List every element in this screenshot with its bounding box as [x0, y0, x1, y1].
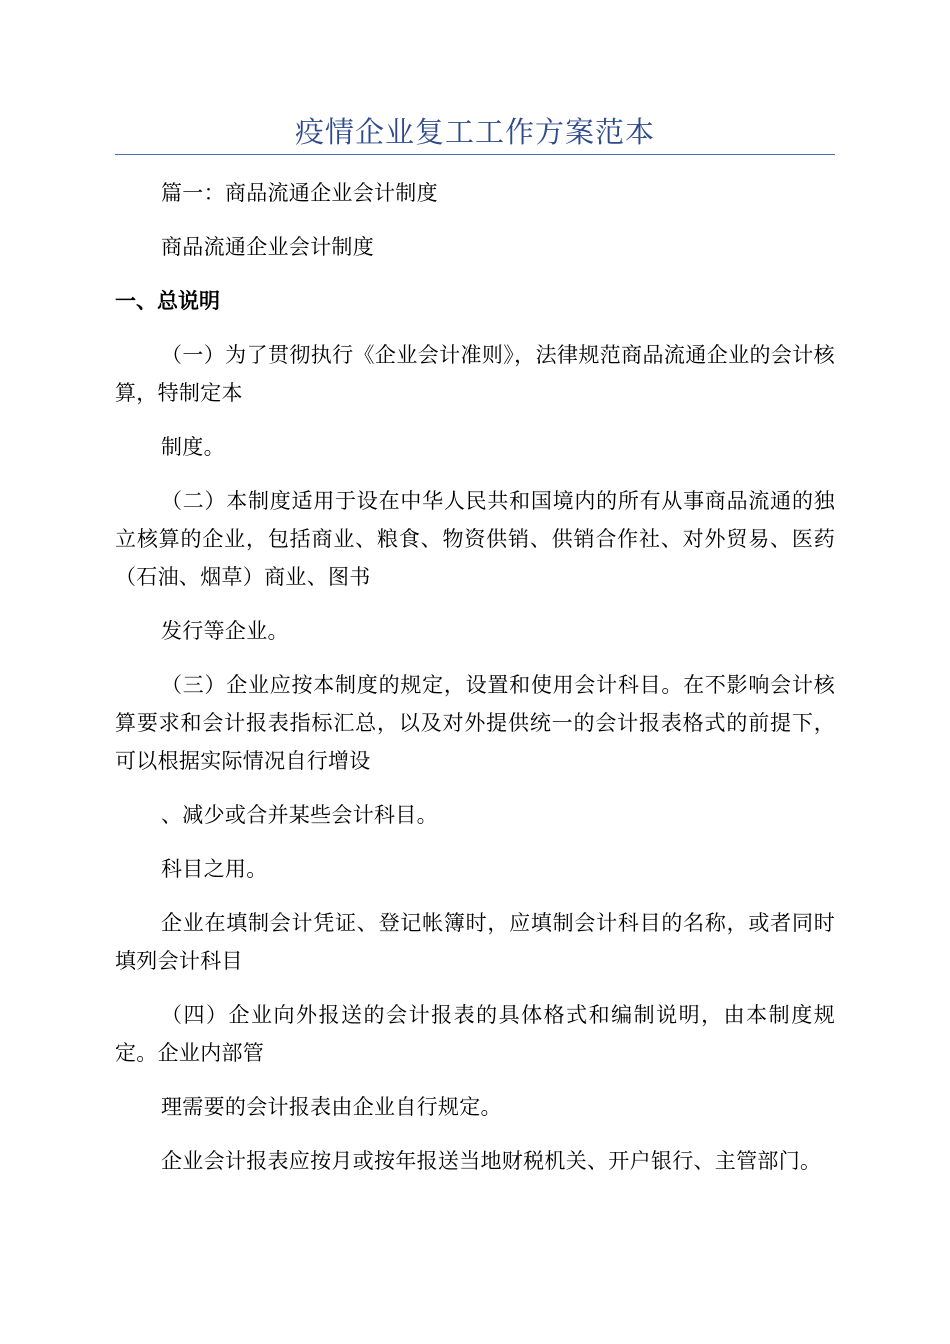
- paragraph: （一）为了贯彻执行《企业会计准则》，法律规范商品流通企业的会计核算，特制定本: [115, 343, 835, 405]
- paragraph: 篇一：商品流通企业会计制度: [161, 181, 438, 205]
- document-body: [115, 174, 835, 1196]
- section-heading: 一、总说明: [115, 289, 220, 313]
- paragraph: 发行等企业。: [161, 619, 289, 643]
- document-title: 疫情企业复工工作方案范本: [294, 115, 655, 149]
- paragraph: （三）企业应按本制度的规定，设置和使用会计科目。在不影响会计核算要求和会计报表指标汇总，以及对外提供统一的会计报表格式的前提下，可以根据实际情况自行增设: [115, 673, 835, 773]
- paragraph: 商品流通企业会计制度: [161, 235, 374, 259]
- title-underline: [115, 154, 835, 155]
- paragraph: 、减少或合并某些会计科目。: [161, 803, 438, 827]
- paragraph: 企业会计报表应按月或按年报送当地财税机关、开户银行、主管部门。: [161, 1149, 822, 1173]
- paragraph: （二）本制度适用于设在中华人民共和国境内的所有从事商品流通的独立核算的企业，包括商业、粮食、物资供销、供销合作社、对外贸易、医药（石油、烟草）商业、图书: [115, 489, 835, 589]
- paragraph: 企业在填制会计凭证、登记帐簿时，应填制会计科目的名称，或者同时填列会计科目: [115, 911, 835, 973]
- paragraph: （四）企业向外报送的会计报表的具体格式和编制说明，由本制度规定。企业内部管: [115, 1003, 835, 1065]
- paragraph: 科目之用。: [161, 857, 268, 881]
- paragraph: 理需要的会计报表由企业自行规定。: [161, 1095, 502, 1119]
- paragraph: 制度。: [161, 435, 225, 459]
